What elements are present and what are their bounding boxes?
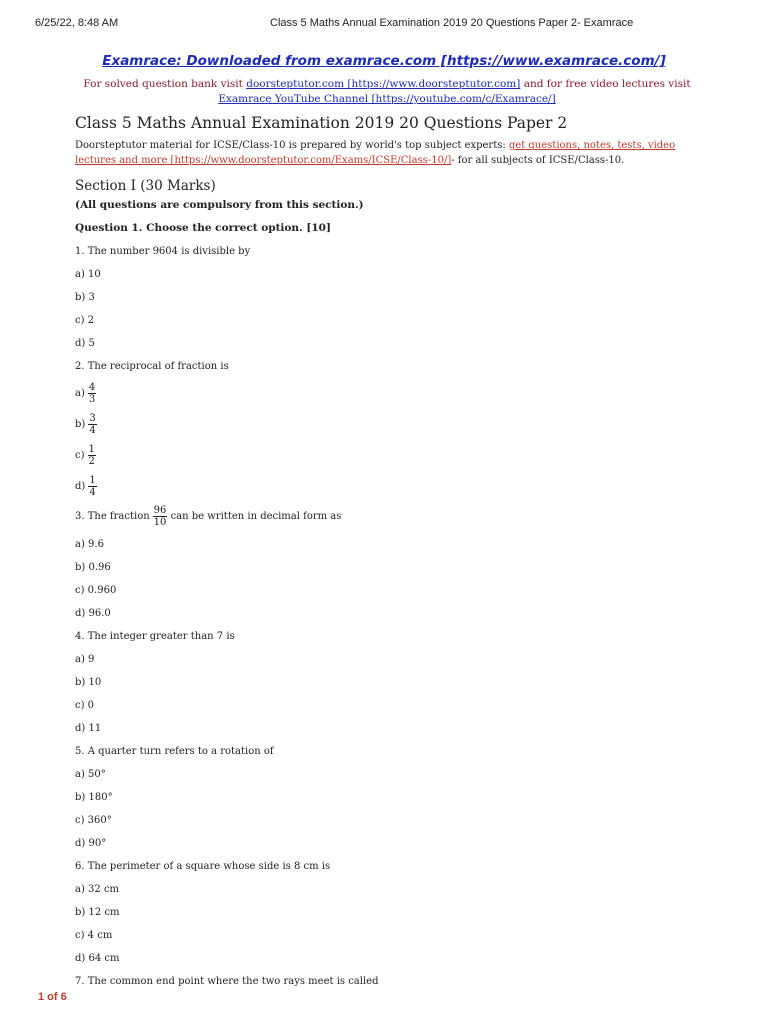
numerator: 1: [88, 444, 95, 455]
q3-option-b: b) 0.96: [75, 562, 111, 573]
numerator: 4: [88, 382, 96, 393]
print-title: Class 5 Maths Annual Examination 2019 20 Questions Paper 2- Examrace: [270, 17, 634, 29]
q2-fraction-c: [88, 444, 96, 467]
denominator: 2: [88, 456, 95, 467]
q3-post: can be written in decimal form as: [170, 511, 342, 522]
question-header: Question 1. Choose the correct option. [10]: [75, 222, 331, 234]
q4-option-d: d) 11: [75, 723, 102, 734]
q3-fraction: [153, 505, 168, 528]
q1-option-c: c) 2: [75, 315, 95, 326]
q3-option-c: c) 0.960: [75, 585, 117, 596]
promo-text: [82, 77, 692, 107]
q2-label-b: b): [75, 419, 86, 430]
intro-post: - for all subjects of ICSE/Class-10.: [451, 155, 625, 166]
q5-option-a: a) 50°: [75, 769, 106, 780]
q2-label-a: a): [75, 388, 85, 399]
q2-option-b: [75, 413, 97, 436]
q2-fraction-d: [88, 475, 96, 498]
intro-paragraph: [75, 138, 695, 168]
intro-pre: Doorsteptutor material for ICSE/Class-10 is prepared by world's top subject experts:: [75, 140, 509, 151]
q2-option-d: [75, 475, 97, 498]
q5-option-d: d) 90°: [75, 838, 107, 849]
promo-mid: and for free video lectures visit: [520, 78, 691, 90]
promo-pre: For solved question bank visit: [83, 78, 247, 90]
q3-option-a: a) 9.6: [75, 539, 104, 550]
q1-text: 1. The number 9604 is divisible by: [75, 246, 251, 257]
page-title: Class 5 Maths Annual Examination 2019 20 Questions Paper 2: [75, 114, 568, 132]
q6-option-b: b) 12 cm: [75, 907, 120, 918]
q5-text: 5. A quarter turn refers to a rotation of: [75, 746, 274, 757]
q2-label-c: c): [75, 450, 85, 461]
q2-fraction-b: [88, 413, 96, 436]
intro-link[interactable]: get questions, notes, tests, video lectures and more [https://www.doorsteptutor.com/Exams/ICSE/Class-10/]: [75, 140, 676, 166]
q2-label-d: d): [75, 481, 86, 492]
q2-option-a: [75, 382, 96, 405]
denominator: 10: [153, 517, 167, 528]
denominator: 4: [89, 425, 96, 436]
examrace-banner-link[interactable]: Examrace: Downloaded from examrace.com [https://www.examrace.com/]: [102, 53, 666, 69]
q2-text: 2. The reciprocal of fraction is: [75, 361, 229, 372]
q4-option-a: a) 9: [75, 654, 95, 665]
q6-text: 6. The perimeter of a square whose side is 8 cm is: [75, 861, 331, 872]
q1-option-d: d) 5: [75, 338, 95, 349]
q3-pre: 3. The fraction: [75, 511, 150, 522]
q1-option-b: b) 3: [75, 292, 95, 303]
numerator: 3: [89, 413, 96, 424]
doorsteptutor-link[interactable]: doorsteptutor.com [https://www.doorsteptutor.com]: [246, 78, 521, 90]
q5-option-b: b) 180°: [75, 792, 113, 803]
q2-fraction-a: [88, 382, 96, 405]
section-heading: Section I (30 Marks): [75, 178, 216, 194]
q4-option-b: b) 10: [75, 677, 102, 688]
q4-option-c: c) 0: [75, 700, 95, 711]
q4-text: 4. The integer greater than 7 is: [75, 631, 235, 642]
q7-text: 7. The common end point where the two rays meet is called: [75, 976, 379, 987]
q6-option-c: c) 4 cm: [75, 930, 113, 941]
print-date: 6/25/22, 8:48 AM: [35, 17, 119, 29]
print-header: [0, 14, 768, 30]
q6-option-a: a) 32 cm: [75, 884, 120, 895]
page-number: 1 of 6: [38, 991, 67, 1003]
q3-text: [75, 505, 341, 528]
numerator: 1: [89, 475, 96, 486]
denominator: 3: [88, 394, 96, 405]
q1-option-a: a) 10: [75, 269, 101, 280]
q5-option-c: c) 360°: [75, 815, 112, 826]
denominator: 4: [89, 487, 96, 498]
q6-option-d: d) 64 cm: [75, 953, 120, 964]
instruction-text: (All questions are compulsory from this section.): [75, 199, 364, 211]
numerator: 96: [153, 505, 167, 516]
q3-option-d: d) 96.0: [75, 608, 111, 619]
q2-option-c: [75, 444, 96, 467]
youtube-channel-link[interactable]: Examrace YouTube Channel [https://youtube.com/c/Examrace/]: [218, 93, 556, 105]
